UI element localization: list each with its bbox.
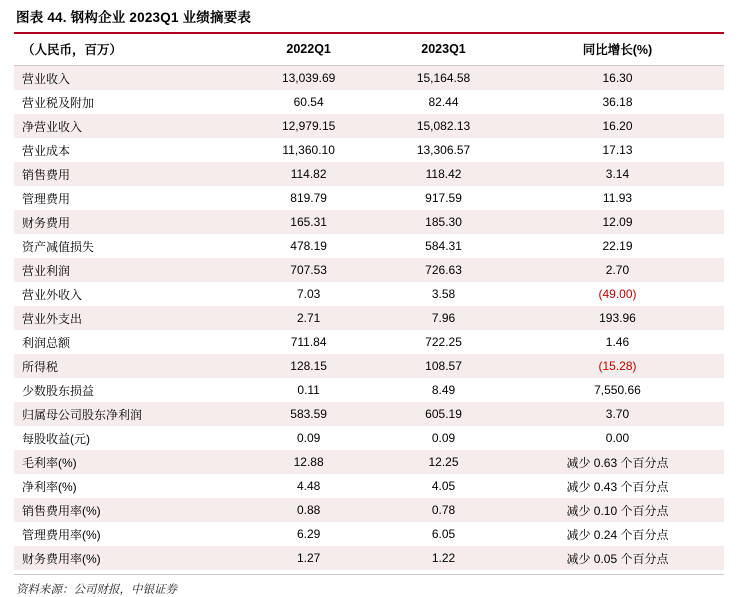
cell-yoy: 193.96 (511, 306, 724, 330)
table-row (14, 378, 724, 402)
cell-yoy: 12.09 (511, 210, 724, 234)
cell-yoy: (15.28) (511, 354, 724, 378)
cell-2022q1: 711.84 (290, 335, 327, 350)
cell-2022q1: 1.27 (241, 546, 376, 570)
cell-2023q1: 108.57 (376, 354, 511, 378)
row-label: 资产减值损失 (22, 239, 95, 254)
cell-2023q1: 7.96 (376, 306, 511, 330)
table-row (14, 354, 724, 378)
row-label: 营业成本 (22, 143, 71, 158)
table-row (14, 522, 724, 546)
cell-2022q1: 0.11 (297, 383, 320, 398)
page-title: 图表 44. 钢构企业 2023Q1 业绩摘要表 (16, 10, 252, 25)
cell-yoy: 17.13 (602, 143, 633, 158)
cell-yoy: 2.70 (511, 258, 724, 282)
row-label: 归属母公司股东净利润 (14, 402, 241, 426)
cell-2023q1: 0.09 (431, 431, 456, 446)
cell-2023q1: 15,164.58 (376, 66, 511, 91)
table-row (14, 90, 724, 114)
cell-yoy: (49.00) (598, 287, 637, 302)
cell-2023q1: 722.25 (425, 335, 462, 350)
cell-2023q1: 0.78 (376, 498, 511, 522)
row-label: 财务费用率(%) (14, 546, 241, 570)
cell-2022q1: 12,979.15 (241, 114, 376, 138)
cell-2022q1: 11,360.10 (282, 143, 335, 158)
cell-yoy: 7,550.66 (594, 383, 641, 398)
row-label: 净利率(%) (22, 479, 77, 494)
cell-yoy: 3.14 (511, 162, 724, 186)
row-label: 每股收益(元) (22, 431, 90, 446)
table-row (14, 546, 724, 570)
table-row (14, 210, 724, 234)
cell-yoy: 1.46 (605, 335, 630, 350)
row-label: 管理费用率(%) (22, 527, 101, 542)
cell-2023q1: 1.22 (376, 546, 511, 570)
row-label: 营业外支出 (14, 306, 241, 330)
row-label: 营业收入 (14, 66, 241, 91)
cell-2023q1: 726.63 (376, 258, 511, 282)
table-row (14, 474, 724, 498)
cell-2022q1: 6.29 (296, 527, 321, 542)
performance-summary-table (14, 34, 724, 570)
row-label: 管理费用 (22, 191, 71, 206)
column-header-2023q1: 2023Q1 (376, 34, 511, 66)
cell-yoy: 0.00 (605, 431, 630, 446)
cell-2023q1: 917.59 (425, 191, 462, 206)
column-header-item: （人民币，百万） (14, 34, 241, 66)
cell-2022q1: 114.82 (241, 162, 376, 186)
cell-2022q1: 2.71 (241, 306, 376, 330)
cell-2022q1: 60.54 (293, 95, 324, 110)
cell-2023q1: 15,082.13 (376, 114, 511, 138)
cell-yoy: 22.19 (602, 239, 633, 254)
table-row (14, 330, 724, 354)
row-label: 销售费用率(%) (14, 498, 241, 522)
cell-yoy: 36.18 (602, 95, 633, 110)
cell-2022q1: 12.88 (241, 450, 376, 474)
cell-yoy: 3.70 (511, 402, 724, 426)
table-row (14, 138, 724, 162)
row-label: 利润总额 (22, 335, 71, 350)
row-label: 财务费用 (14, 210, 241, 234)
cell-2022q1: 0.88 (241, 498, 376, 522)
cell-2023q1: 13,306.57 (416, 143, 471, 158)
table-row (14, 282, 724, 306)
cell-yoy: 11.93 (602, 191, 633, 206)
cell-yoy: 减少 0.10 个百分点 (511, 498, 724, 522)
table-row (14, 66, 724, 91)
cell-yoy: 减少 0.43 个百分点 (566, 479, 669, 494)
cell-2022q1: 7.03 (296, 287, 321, 302)
cell-2023q1: 185.30 (376, 210, 511, 234)
cell-2023q1: 118.42 (376, 162, 511, 186)
cell-2022q1: 583.59 (241, 402, 376, 426)
table-title-bar (14, 10, 724, 34)
row-label: 营业外收入 (22, 287, 83, 302)
column-header-yoy: 同比增长(%) (511, 34, 724, 66)
cell-2022q1: 478.19 (290, 239, 327, 254)
cell-2022q1: 4.48 (296, 479, 321, 494)
cell-2023q1: 605.19 (376, 402, 511, 426)
cell-2023q1: 6.05 (431, 527, 456, 542)
cell-2022q1: 707.53 (241, 258, 376, 282)
table-row (14, 426, 724, 450)
cell-yoy: 16.20 (511, 114, 724, 138)
cell-2022q1: 0.09 (296, 431, 321, 446)
row-label: 所得税 (14, 354, 241, 378)
cell-2022q1: 819.79 (290, 191, 327, 206)
source-note: 资料来源：公司财报，中银证券 (16, 584, 177, 597)
table-row (14, 186, 724, 210)
table-row (14, 114, 724, 138)
cell-2023q1: 8.49 (431, 383, 456, 398)
cell-2022q1: 13,039.69 (241, 66, 376, 91)
cell-yoy: 减少 0.05 个百分点 (511, 546, 724, 570)
table-header (14, 34, 724, 66)
row-label: 营业利润 (14, 258, 241, 282)
cell-2022q1: 128.15 (241, 354, 376, 378)
cell-2023q1: 12.25 (376, 450, 511, 474)
cell-yoy: 16.30 (511, 66, 724, 91)
cell-2023q1: 82.44 (428, 95, 459, 110)
cell-2022q1: 165.31 (241, 210, 376, 234)
cell-2023q1: 3.58 (431, 287, 456, 302)
row-label: 销售费用 (14, 162, 241, 186)
row-label: 净营业收入 (14, 114, 241, 138)
cell-2023q1: 584.31 (425, 239, 462, 254)
table-row (14, 306, 724, 330)
table-row (14, 234, 724, 258)
row-label: 少数股东损益 (22, 383, 95, 398)
row-label: 营业税及附加 (22, 95, 95, 110)
cell-yoy: 减少 0.63 个百分点 (511, 450, 724, 474)
table-row (14, 258, 724, 282)
column-header-2022q1: 2022Q1 (241, 34, 376, 66)
table-row (14, 402, 724, 426)
table-body (14, 66, 724, 571)
cell-2023q1: 4.05 (431, 479, 456, 494)
row-label: 毛利率(%) (14, 450, 241, 474)
cell-yoy: 减少 0.24 个百分点 (566, 527, 669, 542)
table-header-row (14, 34, 724, 66)
table-row (14, 162, 724, 186)
table-row (14, 450, 724, 474)
